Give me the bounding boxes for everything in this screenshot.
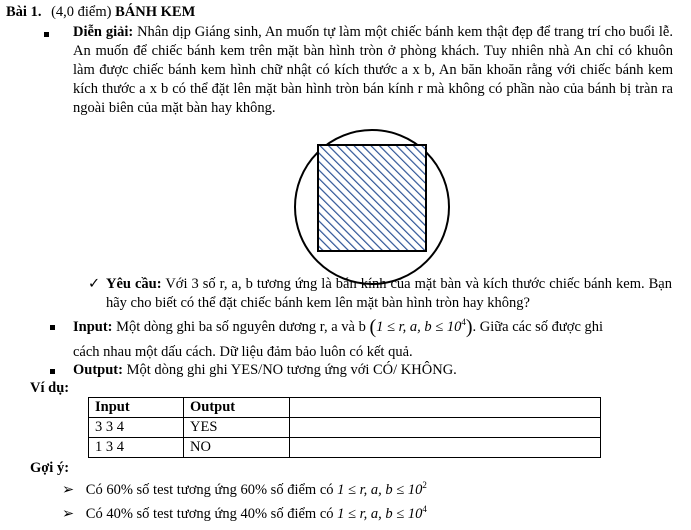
problem-number: Bài 1. xyxy=(6,4,42,20)
table-cell: 3 3 4 xyxy=(89,418,184,438)
cake-on-table-diagram xyxy=(293,128,451,286)
table-header-cell: Input xyxy=(89,398,184,418)
explain-label: Diễn giải: xyxy=(73,24,134,40)
require-paragraph xyxy=(106,275,672,313)
input-constraint: 1 ≤ r, a, b ≤ 10 xyxy=(376,319,462,335)
table-row xyxy=(89,418,601,438)
table-header-row xyxy=(89,398,601,418)
input-label: Input: xyxy=(73,319,113,335)
hint-item xyxy=(62,505,427,524)
problem-points: (4,0 điểm) xyxy=(51,4,112,20)
problem-title xyxy=(6,3,195,22)
hint-item xyxy=(62,481,427,500)
hint-text: Có 40% số test tương ứng 40% số điểm có xyxy=(85,506,334,522)
table-cell: YES xyxy=(184,418,290,438)
example-table xyxy=(88,397,601,458)
table-cell: 1 3 4 xyxy=(89,438,184,458)
bullet-square-icon xyxy=(44,32,49,37)
table-header-cell xyxy=(290,398,601,418)
table-header-cell: Output xyxy=(184,398,290,418)
bullet-square-icon xyxy=(50,325,55,330)
check-icon: ✓ xyxy=(88,276,101,292)
example-label: Ví dụ: xyxy=(30,380,70,396)
output-label: Output: xyxy=(73,362,123,378)
hint-label: Gợi ý: xyxy=(30,460,70,476)
require-label: Yêu cầu: xyxy=(106,276,162,292)
explain-paragraph xyxy=(73,23,673,118)
bullet-square-icon xyxy=(50,369,55,374)
explain-text: Nhân dịp Giáng sinh, An muốn tự làm một chiếc bánh kem thật đẹp để trang trí cho buổi lễ. An muốn để chiếc bánh kem trên mặt bàn hình tròn ở phòng khách. Tuy nhiên nhà An chỉ có khuôn làm được chiếc bánh kem hình chữ nhật có kích thước a x b, An băn khoăn rằng với chiếc bánh kem kích thước a x b có thể đặt lên mặt bàn hình tròn bán kính r mà không có phần nào của bánh bị tràn ra ngoài biên của mặt bàn hay không. xyxy=(73,24,673,116)
input-text-2: . Giữa các số được ghi xyxy=(472,319,604,335)
table-row xyxy=(89,438,601,458)
table-cell: NO xyxy=(184,438,290,458)
table-cell xyxy=(290,418,601,438)
hint-math: 1 ≤ r, a, b ≤ 10 xyxy=(337,482,423,498)
output-line xyxy=(73,361,457,380)
hint-text: Có 60% số test tương ứng 60% số điểm có xyxy=(85,482,334,498)
table-cell xyxy=(290,438,601,458)
input-line-2: cách nhau một dấu cách. Dữ liệu đảm bảo luôn có kết quả. xyxy=(73,344,413,360)
hint-exponent: 2 xyxy=(422,480,427,491)
require-text: Với 3 số r, a, b tương ứng là bán kính của mặt bàn và kích thước chiếc bánh kem. Bạn hãy cho biết có thể đặt chiếc bánh kem lên mặt bàn hình tròn hay không? xyxy=(106,276,672,311)
output-text: Một dòng ghi ghi YES/NO tương ứng với CÓ/ KHÔNG. xyxy=(126,362,457,378)
input-constraint-exponent: 4 xyxy=(461,317,466,328)
input-text: Một dòng ghi ba số nguyên dương r, a và b xyxy=(116,319,366,335)
arrow-bullet-icon: ➢ xyxy=(62,482,75,498)
hint-math: 1 ≤ r, a, b ≤ 10 xyxy=(337,506,423,522)
cake-rectangle xyxy=(318,145,426,251)
input-line-1: Input: Một dòng ghi ba số nguyên dương r, a và b (1 ≤ r, a, $b \le 10^4$). Giữa các số được ghi xyxy=(73,316,604,338)
hint-exponent: 4 xyxy=(422,504,427,515)
arrow-bullet-icon: ➢ xyxy=(62,506,75,522)
problem-name: BÁNH KEM xyxy=(115,4,196,20)
